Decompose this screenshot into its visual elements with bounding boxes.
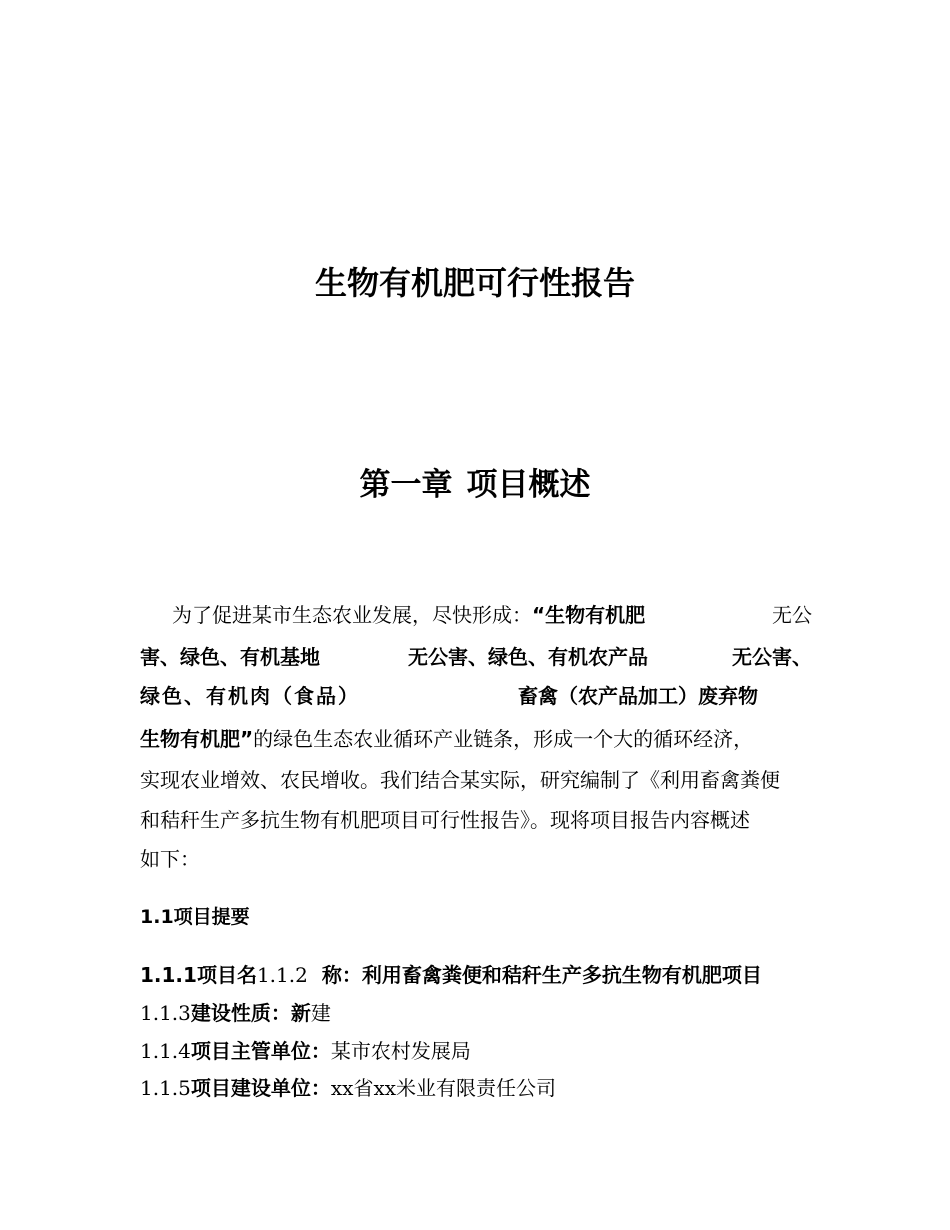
- intro-line-1: [140, 597, 812, 633]
- intro-bold-text: 生物有机肥”: [140, 727, 254, 751]
- intro-bold-text: “生物有机肥: [532, 603, 646, 627]
- intro-bold-text: 绿色、有机肉（食品）: [140, 684, 360, 708]
- intro-bold-text: 无公害、: [732, 645, 812, 669]
- intro-bold-text: 畜禽（农产品加工）废弃物: [518, 684, 758, 708]
- intro-bold-text: 害、绿色、有机基地: [140, 645, 320, 669]
- summary-item-2: 1.1.3建设性质：新建: [140, 1001, 331, 1025]
- summary-item-4: 1.1.5项目建设单位：xx省xx米业有限责任公司: [140, 1076, 557, 1100]
- summary-item-1: 1.1.1项目名1.1.2 称：利用畜禽粪便和秸秆生产多抗生物有机肥项目: [140, 963, 762, 987]
- section-heading: 1.1项目提要: [140, 906, 250, 928]
- intro-line-5: 实现农业增效、农民增收。我们结合某实际，研究编制了《利用畜禽粪便: [140, 768, 780, 792]
- intro-line-6: 和秸秆生产多抗生物有机肥项目可行性报告》。现将项目报告内容概述: [140, 808, 750, 832]
- intro-line-7: 如下：: [140, 847, 200, 871]
- chapter-number: 第一章: [359, 467, 453, 503]
- intro-text: 无公: [772, 603, 812, 627]
- intro-bold-text: 无公害、绿色、有机农产品: [408, 645, 648, 669]
- chapter-title: [0, 460, 950, 510]
- intro-line-4: [140, 721, 812, 757]
- document-title: 生物有机肥可行性报告: [314, 264, 635, 302]
- chapter-name: 项目概述: [466, 467, 591, 503]
- summary-item-3: 1.1.4项目主管单位：某市农村发展局: [140, 1039, 471, 1063]
- intro-text: 的绿色生态农业循环产业链条，形成一个大的循环经济，: [253, 727, 754, 751]
- intro-text: 为了促进某市生态农业发展，尽快形成：: [172, 603, 532, 627]
